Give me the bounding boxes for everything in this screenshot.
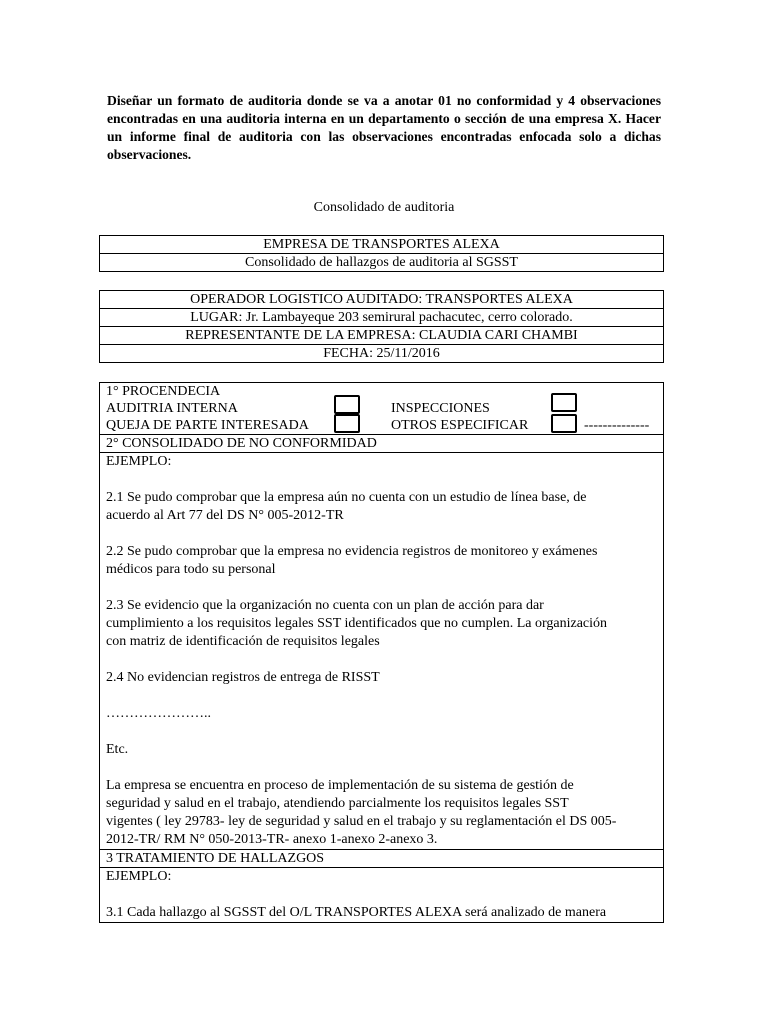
procedencia-section [100,383,664,435]
no-conformidad-heading: 2° CONSOLIDADO DE NO CONFORMIDAD [100,435,664,453]
finding-2-3-line-3: con matriz de identificación de requisitos legales [106,634,380,649]
tratamiento-heading: 3 TRATAMIENTO DE HALLAZGOS [100,850,664,868]
option-complaint-label: QUEJA DE PARTE INTERESADA [106,418,309,433]
other-checkbox[interactable] [551,414,577,433]
other-specify-blank: -------------- [584,418,650,433]
option-internal-audit-label: AUDITRIA INTERNA [106,401,238,416]
tratamiento-example-label: EJEMPLO: [106,869,172,884]
finding-2-4: 2.4 No evidencian registros de entrega de RISST [106,670,380,685]
procedencia-heading: 1° PROCENDECIA [106,384,221,399]
header-table [99,235,664,272]
intro-paragraph: Diseñar un formato de auditoria donde se va a anotar 01 no conformidad y 4 observaciones encontradas en una auditoria interna en un departamento o sección de una empresa X. Hacer un informe final de auditoria con las observaciones encontradas enfocada solo a dichas observaciones. [107,93,661,162]
finding-2-3-line-1: 2.3 Se evidencio que la organización no cuenta con un plan de acción para dar [106,598,544,613]
internal-audit-checkbox[interactable] [334,395,360,414]
company-name: EMPRESA DE TRANSPORTES ALEXA [100,236,664,254]
finding-2-1-line-2: acuerdo al Art 77 del DS N° 005-2012-TR [106,508,344,523]
audit-info-table [99,290,664,363]
summary-line-1: La empresa se encuentra en proceso de implementación de su sistema de gestión de [106,778,574,793]
finding-2-2-line-1: 2.2 Se pudo comprobar que la empresa no evidencia registros de monitoreo y exámenes [106,544,598,559]
option-other-label: OTROS ESPECIFICAR [391,418,529,433]
finding-2-3-line-2: cumplimiento a los requisitos legales SST identificados que no cumplen. La organización [106,616,608,631]
document-title: Consolidado de auditoria [313,200,455,215]
audit-location: LUGAR: Jr. Lambayeque 203 semirural pachacutec, cerro colorado. [100,309,664,327]
finding-2-1-line-1: 2.1 Se pudo comprobar que la empresa aún no cuenta con un estudio de línea base, de [106,490,587,505]
complaint-checkbox[interactable] [334,414,360,433]
no-conformidad-body [100,453,664,850]
summary-line-4: 2012-TR/ RM N° 050-2013-TR- anexo 1-anexo 2-anexo 3. [106,832,438,847]
finding-2-2-line-2: médicos para todo su personal [106,562,276,577]
findings-table [99,382,664,923]
inspections-checkbox[interactable] [551,393,577,412]
summary-line-3: vigentes ( ley 29783- ley de seguridad y salud en el trabajo y su reglamentación el DS 005- [106,814,617,829]
tratamiento-body [100,868,664,923]
summary-line-2: seguridad y salud en el trabajo, atendiendo parcialmente los requisitos legales SST [106,796,569,811]
option-inspections-label: INSPECCIONES [391,401,490,416]
treatment-3-1-line-1: 3.1 Cada hallazgo al SGSST del O/L TRANSPORTES ALEXA será analizado de manera [106,905,607,920]
etc-text: Etc. [106,742,129,757]
audit-date: FECHA: 25/11/2016 [100,345,664,363]
audited-operator: OPERADOR LOGISTICO AUDITADO: TRANSPORTES ALEXA [100,291,664,309]
table-subtitle: Consolidado de hallazgos de auditoria al SGSST [100,254,664,272]
example-label: EJEMPLO: [106,454,172,469]
company-representative: REPRESENTANTE DE LA EMPRESA: CLAUDIA CARI CHAMBI [100,327,664,345]
ellipsis-dots: ………………….. [106,706,211,721]
